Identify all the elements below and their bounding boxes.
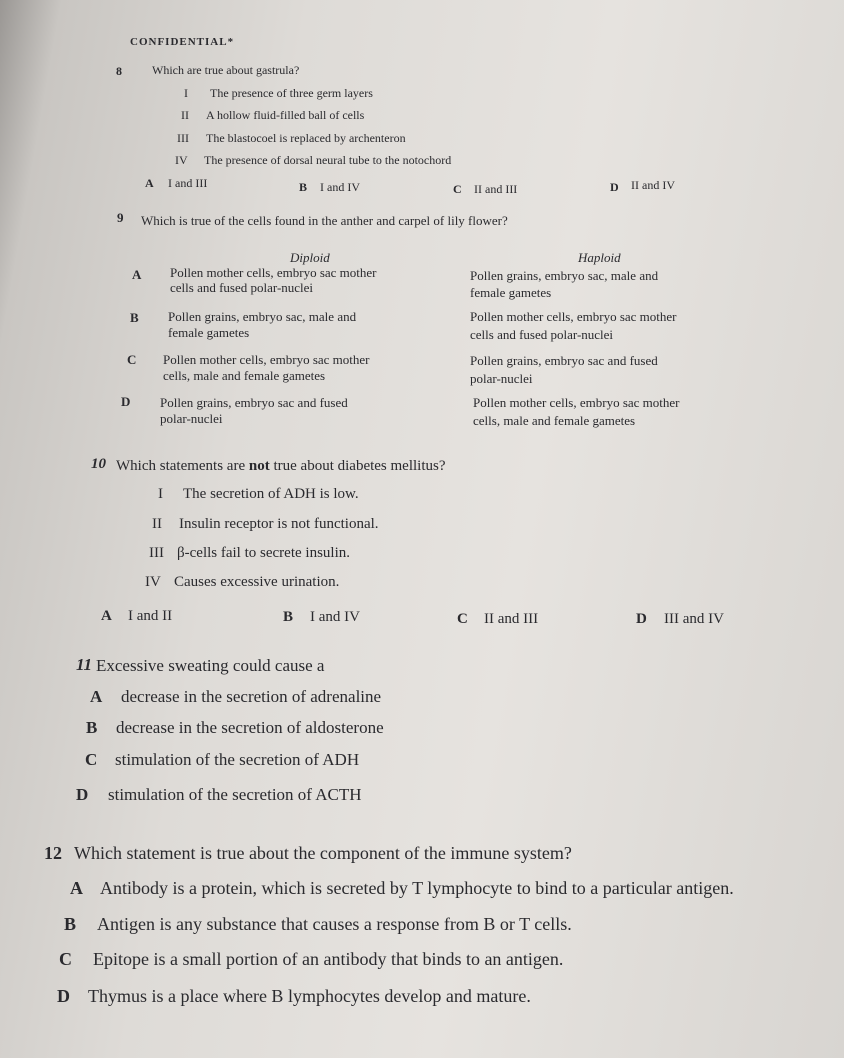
statement-num: IV <box>175 153 188 167</box>
row-letter: B <box>130 310 139 325</box>
option-a[interactable]: Antibody is a protein, which is secreted by T lymphocyte to bind to a particular antigen. <box>100 878 734 898</box>
row-letter: D <box>121 394 131 409</box>
option-letter: B <box>86 718 98 737</box>
diploid-text: cells and fused polar-nuclei <box>170 280 314 295</box>
statement-num: I <box>184 86 188 100</box>
statement-text: β-cells fail to secrete insulin. <box>177 545 350 561</box>
statement-num: IV <box>145 574 161 590</box>
question-number: 8 <box>116 64 122 78</box>
haploid-text: Pollen mother cells, embryo sac mother <box>470 309 677 324</box>
option-c[interactable]: Epitope is a small portion of an antibody that binds to an antigen. <box>93 949 564 969</box>
question-number: 9 <box>117 210 124 225</box>
question-text-post: true about diabetes mellitus? <box>273 458 446 474</box>
option-letter: D <box>76 785 89 804</box>
option-letter: C <box>85 750 98 769</box>
diploid-text: female gametes <box>168 325 250 340</box>
option-b[interactable]: I and IV <box>320 180 360 194</box>
confidential-header: CONFIDENTIAL* <box>130 36 235 48</box>
statement-text: The presence of three germ layers <box>210 86 373 100</box>
option-letter: C <box>457 611 468 627</box>
option-a[interactable]: I and II <box>128 608 173 624</box>
question-text: Which is true of the cells found in the anther and carpel of lily flower? <box>141 213 508 228</box>
option-d[interactable]: stimulation of the secretion of ACTH <box>108 785 362 804</box>
statement-num: III <box>149 545 164 561</box>
question-text-not: not <box>248 458 270 474</box>
diploid-text: Pollen grains, embryo sac and fused <box>160 395 348 410</box>
statement-num: III <box>177 131 189 145</box>
row-letter: C <box>127 352 137 367</box>
option-letter: D <box>636 611 647 627</box>
option-letter: D <box>57 986 70 1006</box>
haploid-text: Pollen grains, embryo sac and fused <box>470 353 658 368</box>
column-header-diploid: Diploid <box>290 250 330 265</box>
question-text: Excessive sweating could cause a <box>96 656 325 675</box>
option-letter: C <box>453 182 462 196</box>
option-letter: B <box>299 180 308 194</box>
statement-text: The secretion of ADH is low. <box>183 486 359 502</box>
option-letter: A <box>101 608 112 624</box>
option-d[interactable]: III and IV <box>664 611 724 627</box>
option-d[interactable]: II and IV <box>631 178 675 192</box>
option-a[interactable]: I and III <box>168 176 208 190</box>
haploid-text: cells, male and female gametes <box>473 413 636 428</box>
option-letter: A <box>90 687 103 706</box>
option-b[interactable]: Antigen is any substance that causes a response from B or T cells. <box>97 914 572 934</box>
option-c[interactable]: II and III <box>474 182 518 196</box>
option-letter: A <box>70 878 83 898</box>
option-b[interactable]: I and IV <box>310 609 360 625</box>
question-text <box>116 458 446 475</box>
statement-text: The presence of dorsal neural tube to the notochord <box>204 153 452 167</box>
option-letter: B <box>64 914 77 934</box>
option-letter: C <box>59 949 72 969</box>
statement-num: II <box>152 516 162 532</box>
statement-num: I <box>158 486 163 502</box>
option-c[interactable]: stimulation of the secretion of ADH <box>115 750 360 769</box>
haploid-text: female gametes <box>470 285 552 300</box>
haploid-text: Pollen grains, embryo sac, male and <box>470 268 659 283</box>
statement-num: II <box>181 108 189 122</box>
option-a[interactable]: decrease in the secretion of adrenaline <box>121 687 382 706</box>
statement-text: Causes excessive urination. <box>174 574 340 590</box>
diploid-text: cells, male and female gametes <box>163 368 326 383</box>
haploid-text: Pollen mother cells, embryo sac mother <box>473 395 680 410</box>
haploid-text: cells and fused polar-nuclei <box>470 327 614 342</box>
question-number: 10 <box>91 456 106 472</box>
column-header-haploid: Haploid <box>578 250 621 265</box>
option-c[interactable]: II and III <box>484 611 539 627</box>
diploid-text: Pollen mother cells, embryo sac mother <box>163 352 370 367</box>
option-d[interactable]: Thymus is a place where B lymphocytes develop and mature. <box>88 986 531 1006</box>
diploid-text: Pollen grains, embryo sac, male and <box>168 309 357 324</box>
statement-text: A hollow fluid-filled ball of cells <box>206 108 365 122</box>
diploid-text: Pollen mother cells, embryo sac mother <box>170 265 377 280</box>
statement-text: Insulin receptor is not functional. <box>179 516 379 532</box>
diploid-text: polar-nuclei <box>160 411 223 426</box>
question-text: Which statement is true about the component of the immune system? <box>74 843 572 863</box>
option-letter: A <box>145 176 154 190</box>
question-text-pre: Which statements are <box>116 458 246 474</box>
question-number: 11 <box>76 655 93 674</box>
question-number: 12 <box>44 843 62 863</box>
option-letter: D <box>610 180 619 194</box>
row-letter: A <box>132 267 142 282</box>
haploid-text: polar-nuclei <box>470 371 533 386</box>
question-text: Which are true about gastrula? <box>152 63 300 77</box>
option-letter: B <box>283 609 294 625</box>
option-b[interactable]: decrease in the secretion of aldosterone <box>116 718 384 737</box>
statement-text: The blastocoel is replaced by archenteron <box>206 131 406 145</box>
